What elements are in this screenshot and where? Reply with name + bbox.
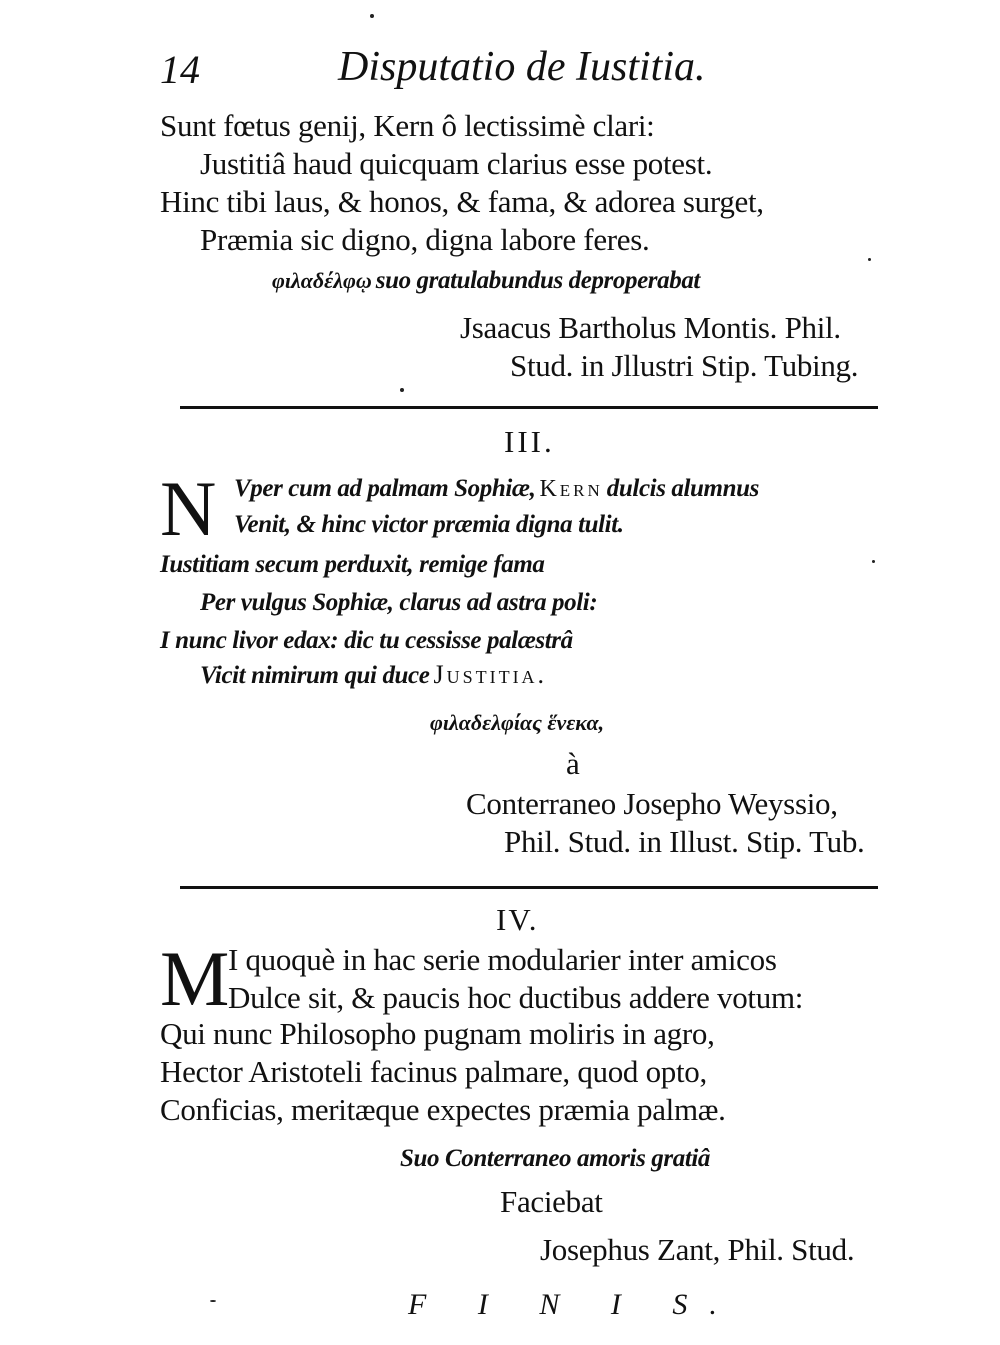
poem3-line-4: Per vulgus Sophiæ, clarus ad astra poli:	[200, 589, 598, 616]
poem4-dedication: Suo Conterraneo amoris gratiâ	[400, 1145, 711, 1172]
poem3-line-3: Iustitiam secum perduxit, remige fama	[160, 551, 545, 578]
poem3-greek-line: φιλαδελφίας ἕνεκα,	[430, 710, 605, 735]
poem4-line-5: Conficias, meritæque expectes præmia palmæ.	[160, 1092, 726, 1127]
poem4-line-1: I quoquè in hac serie modularier inter amicos	[228, 942, 777, 977]
poem2-line-2: Justitiâ haud quicquam clarius esse potest.	[200, 146, 713, 181]
poem4-line-3: Qui nunc Philosopho pugnam moliris in agro,	[160, 1016, 715, 1051]
divider-rule-2	[180, 886, 878, 889]
poem4-line-2: Dulce sit, & paucis hoc ductibus addere votum:	[228, 980, 804, 1015]
poem3-line-1-text: Vper cum ad palmam Sophiæ,	[234, 475, 536, 502]
scan-speck	[210, 1300, 216, 1302]
poem3-line-1-end: dulcis alumnus	[606, 475, 759, 502]
poem3-line-2: Venit, & hinc victor præmia digna tulit.	[234, 511, 624, 538]
scan-speck	[872, 560, 875, 563]
poem2-dedication-greek: φιλαδέλφῳ	[272, 268, 372, 293]
finis: F I N I S.	[408, 1288, 739, 1321]
poem2-author-line-2: Stud. in Jllustri Stip. Tubing.	[510, 348, 859, 383]
poem4-drop-cap: M	[160, 935, 230, 1022]
page-number: 14	[160, 47, 200, 92]
poem2-line-4: Præmia sic digno, digna labore feres.	[200, 222, 650, 257]
poem2-line-1: Sunt fœtus genij, Kern ô lectissimè clari:	[160, 108, 655, 143]
running-title: Disputatio de Iustitia.	[338, 44, 706, 90]
poem3-numeral: III.	[504, 424, 555, 459]
poem2-author-line-1: Jsaacus Bartholus Montis. Phil.	[460, 310, 841, 345]
poem4-numeral: IV.	[496, 902, 539, 937]
poem3-author-line-2: Phil. Stud. in Illust. Stip. Tub.	[504, 824, 865, 859]
poem2-line-3: Hinc tibi laus, & honos, & fama, & adorea surget,	[160, 184, 764, 219]
scan-speck	[370, 14, 374, 18]
poem3-line-1	[234, 476, 759, 501]
poem2-dedication	[272, 268, 700, 293]
divider-rule-1	[180, 406, 878, 409]
poem3-name-justitia: Justitia.	[433, 660, 548, 689]
poem4-line-4: Hector Aristoteli facinus palmare, quod opto,	[160, 1054, 707, 1089]
poem3-name-kern: Kern	[539, 476, 603, 502]
poem3-a-line: à	[566, 746, 580, 781]
poem3-author-line-1: Conterraneo Josepho Weyssio,	[466, 786, 838, 821]
scan-speck	[400, 388, 404, 392]
poem3-drop-cap: N	[160, 465, 217, 552]
poem3-line-6-text: Vicit nimirum qui duce	[200, 662, 430, 689]
poem4-author: Josephus Zant, Phil. Stud.	[540, 1232, 855, 1267]
poem3-line-6	[200, 662, 547, 688]
poem4-faciebat: Faciebat	[500, 1184, 603, 1219]
poem3-line-5: I nunc livor edax: dic tu cessisse palæstrâ	[160, 627, 573, 654]
poem2-dedication-latin: suo gratulabundus deproperabat	[375, 267, 700, 294]
scan-speck	[868, 258, 871, 261]
